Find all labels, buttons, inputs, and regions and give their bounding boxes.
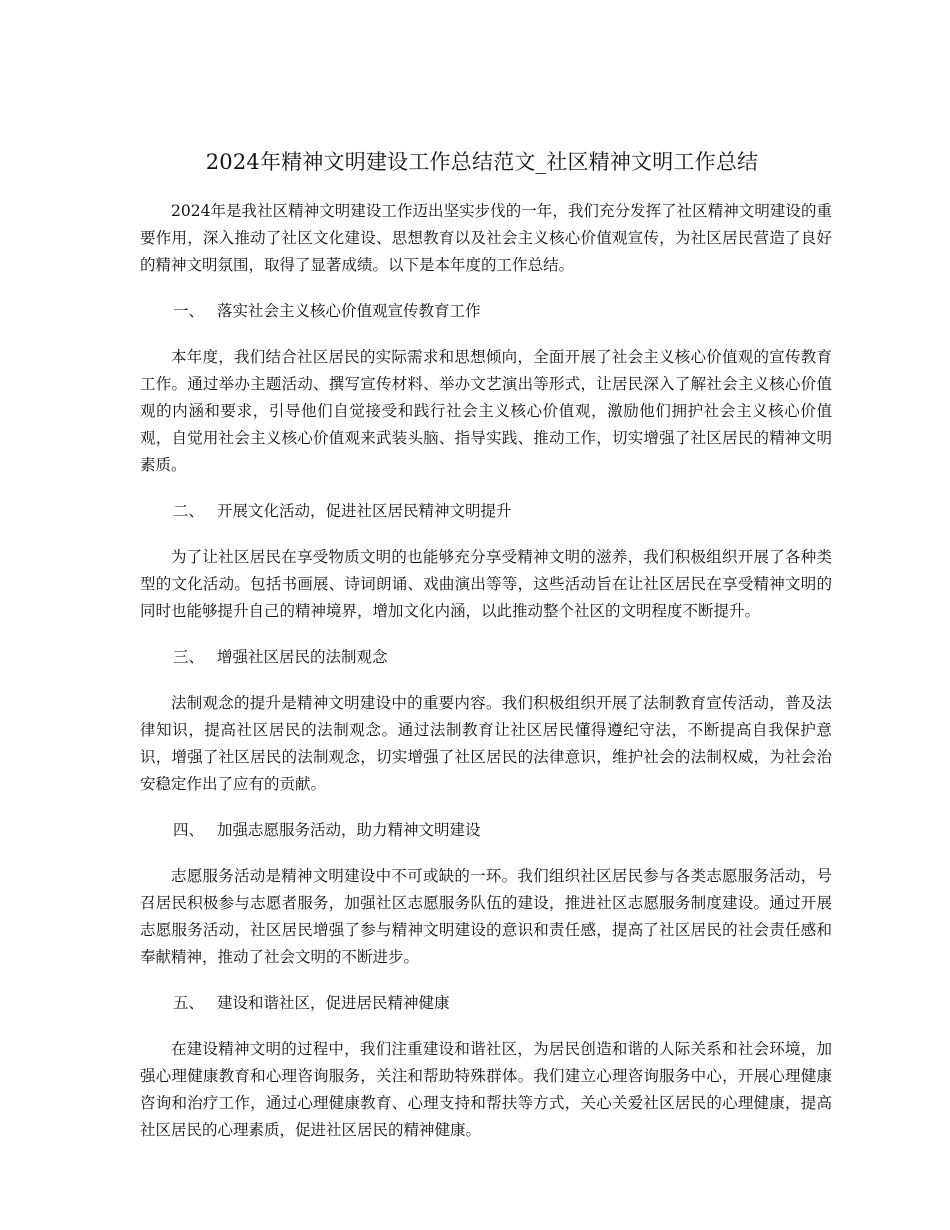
document-title: 2024年精神文明建设工作总结范文_社区精神文明工作总结 — [205, 150, 759, 174]
section-number: 二、 — [173, 502, 205, 520]
section-heading-2 — [140, 498, 832, 525]
spacer — [140, 844, 832, 863]
spacer — [140, 279, 832, 298]
section-body-5: 在建设精神文明的过程中，我们注重建设和谐社区，为居民创造和谐的人际关系和社会环境，加强心理健康教育和心理咨询服务，关注和帮助特殊群体。我们建立心理咨询服务中心，开展心理健康咨询和治疗工作，通过心理健康教育、心理支持和帮扶等方式，关心关爱社区居民的心理健康，提高社区居民的心理素质，促进社区居民的精神健康。 — [140, 1040, 832, 1139]
section-body-2: 为了让社区居民在享受物质文明的也能够充分享受精神文明的滋养，我们积极组织开展了各种类型的文化活动。包括书画展、诗词朗诵、戏曲演出等等，这些活动旨在让社区居民在享受精神文明的同时也能够提升自己的精神境界，增加文化内涵，以此推动整个社区的文明程度不断提升。 — [140, 548, 832, 620]
section-heading-4 — [140, 817, 832, 844]
spacer — [140, 1017, 832, 1036]
section-heading-3 — [140, 644, 832, 671]
spacer — [140, 625, 832, 644]
section-heading-text: 落实社会主义核心价值观宣传教育工作 — [217, 302, 481, 320]
section-body-3: 法制观念的提升是精神文明建设中的重要内容。我们积极组织开展了法制教育宣传活动，普及法律知识，提高社区居民的法制观念。通过法制教育让社区居民懂得遵纪守法，不断提高自我保护意识，增强了社区居民的法制观念，切实增强了社区居民的法律意识，维护社会的法制权威，为社会治安稳定作出了应有的贡献。 — [140, 694, 832, 793]
section-heading-5 — [140, 990, 832, 1017]
section-heading-1 — [140, 298, 832, 325]
spacer — [140, 325, 832, 344]
spacer — [140, 479, 832, 498]
section-number: 一、 — [173, 302, 205, 320]
spacer — [140, 671, 832, 690]
spacer — [140, 525, 832, 544]
spacer — [140, 971, 832, 990]
section-heading-text: 开展文化活动，促进社区居民精神文明提升 — [217, 502, 512, 520]
intro-paragraph: 2024年是我社区精神文明建设工作迈出坚实步伐的一年，我们充分发挥了社区精神文明建设的重要作用，深入推动了社区文化建设、思想教育以及社会主义核心价值观宣传，为社区居民营造了良好的精神文明氛围，取得了显著成绩。以下是本年度的工作总结。 — [140, 202, 832, 274]
section-number: 三、 — [173, 648, 205, 666]
section-body-1: 本年度，我们结合社区居民的实际需求和思想倾向，全面开展了社会主义核心价值观的宣传教育工作。通过举办主题活动、撰写宣传材料、举办文艺演出等形式，让居民深入了解社会主义核心价值观的内涵和要求，引导他们自觉接受和践行社会主义核心价值观，激励他们拥护社会主义核心价值观，自觉用社会主义核心价值观来武装头脑、指导实践、推动工作，切实增强了社区居民的精神文明素质。 — [140, 348, 832, 474]
spacer — [140, 178, 832, 198]
spacer — [140, 798, 832, 817]
section-number: 四、 — [173, 821, 205, 839]
section-number: 五、 — [173, 994, 205, 1012]
section-body-4: 志愿服务活动是精神文明建设中不可或缺的一环。我们组织社区居民参与各类志愿服务活动，号召居民积极参与志愿者服务，加强社区志愿服务队伍的建设，推进社区志愿服务制度建设。通过开展志愿服务活动，社区居民增强了参与精神文明建设的意识和责任感，提高了社区居民的社会责任感和奉献精神，推动了社会文明的不断进步。 — [140, 867, 832, 966]
section-heading-text: 建设和谐社区，促进居民精神健康 — [217, 994, 450, 1012]
section-heading-text: 增强社区居民的法制观念 — [217, 648, 388, 666]
section-heading-text: 加强志愿服务活动，助力精神文明建设 — [217, 821, 481, 839]
